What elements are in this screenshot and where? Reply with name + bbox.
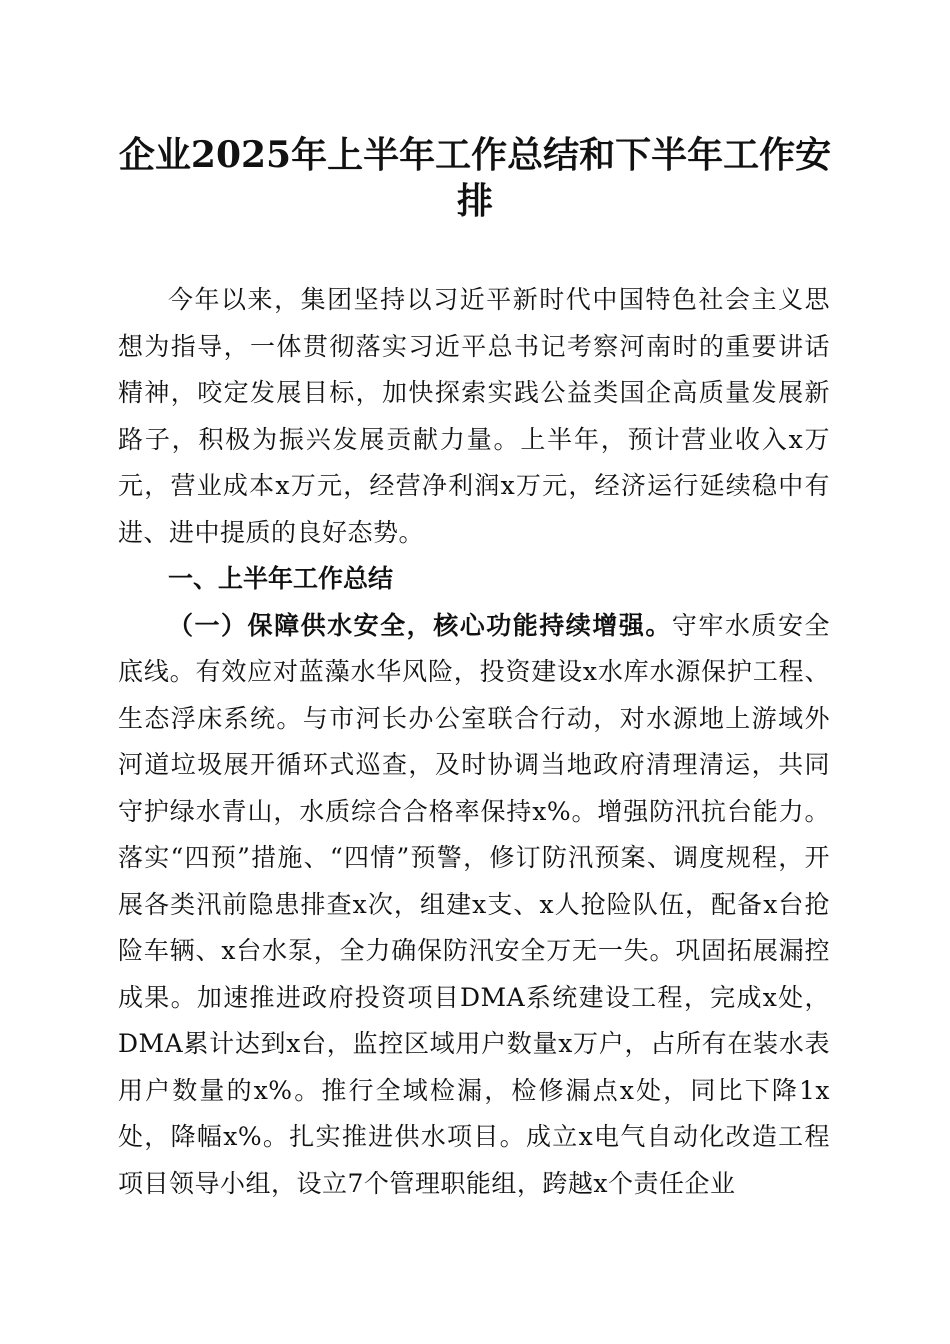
document-body [118,277,830,1207]
intro-paragraph: 今年以来，集团坚持以习近平新时代中国特色社会主义思想为指导，一体贯彻落实习近平总书记考察河南时的重要讲话精神，咬定发展目标，加快探索实践公益类国企高质量发展新路子，积极为振兴发展贡献力量。上半年，预计营业收入x万元，营业成本x万元，经营净利润x万元，经济运行延续稳中有进、进中提质的良好态势。 [118,285,830,547]
subsection-lead: （一）保障供水安全，核心功能持续增强。 [168,610,672,640]
subsection-paragraph [118,603,830,1208]
title-line-2: 排 [456,180,493,222]
document-title [0,132,950,224]
section-heading: 一、上半年工作总结 [168,564,394,593]
title-line-1: 企业2025年上半年工作总结和下半年工作安 [118,134,832,176]
subsection-body: 守牢水质安全底线。有效应对蓝藻水华风险，投资建设x水库水源保护工程、生态浮床系统。与市河长办公室联合行动，对水源地上游域外河道垃圾展开循环式巡查，及时协调当地政府清理清运，共同守护绿水青山，水质综合合格率保持x%。增强防汛抗台能力。落实“四预”措施、“四情”预警，修订防汛预案、调度规程，开展各类汛前隐患排查x次，组建x支、x人抢险队伍，配备x台抢险车辆、x台水泵，全力确保防汛安全万无一失。巩固拓展漏控成果。加速推进政府投资项目DMA系统建设工程，完成x处，DMA累计达到x台，监控区域用户数量x万户，占所有在装水表用户数量的x%。推行全域检漏，检修漏点x处，同比下降1x处，降幅x%。扎实推进供水项目。成立x电气自动化改造工程项目领导小组，设立7个管理职能组，跨越x个责任企业 [118,610,830,1198]
